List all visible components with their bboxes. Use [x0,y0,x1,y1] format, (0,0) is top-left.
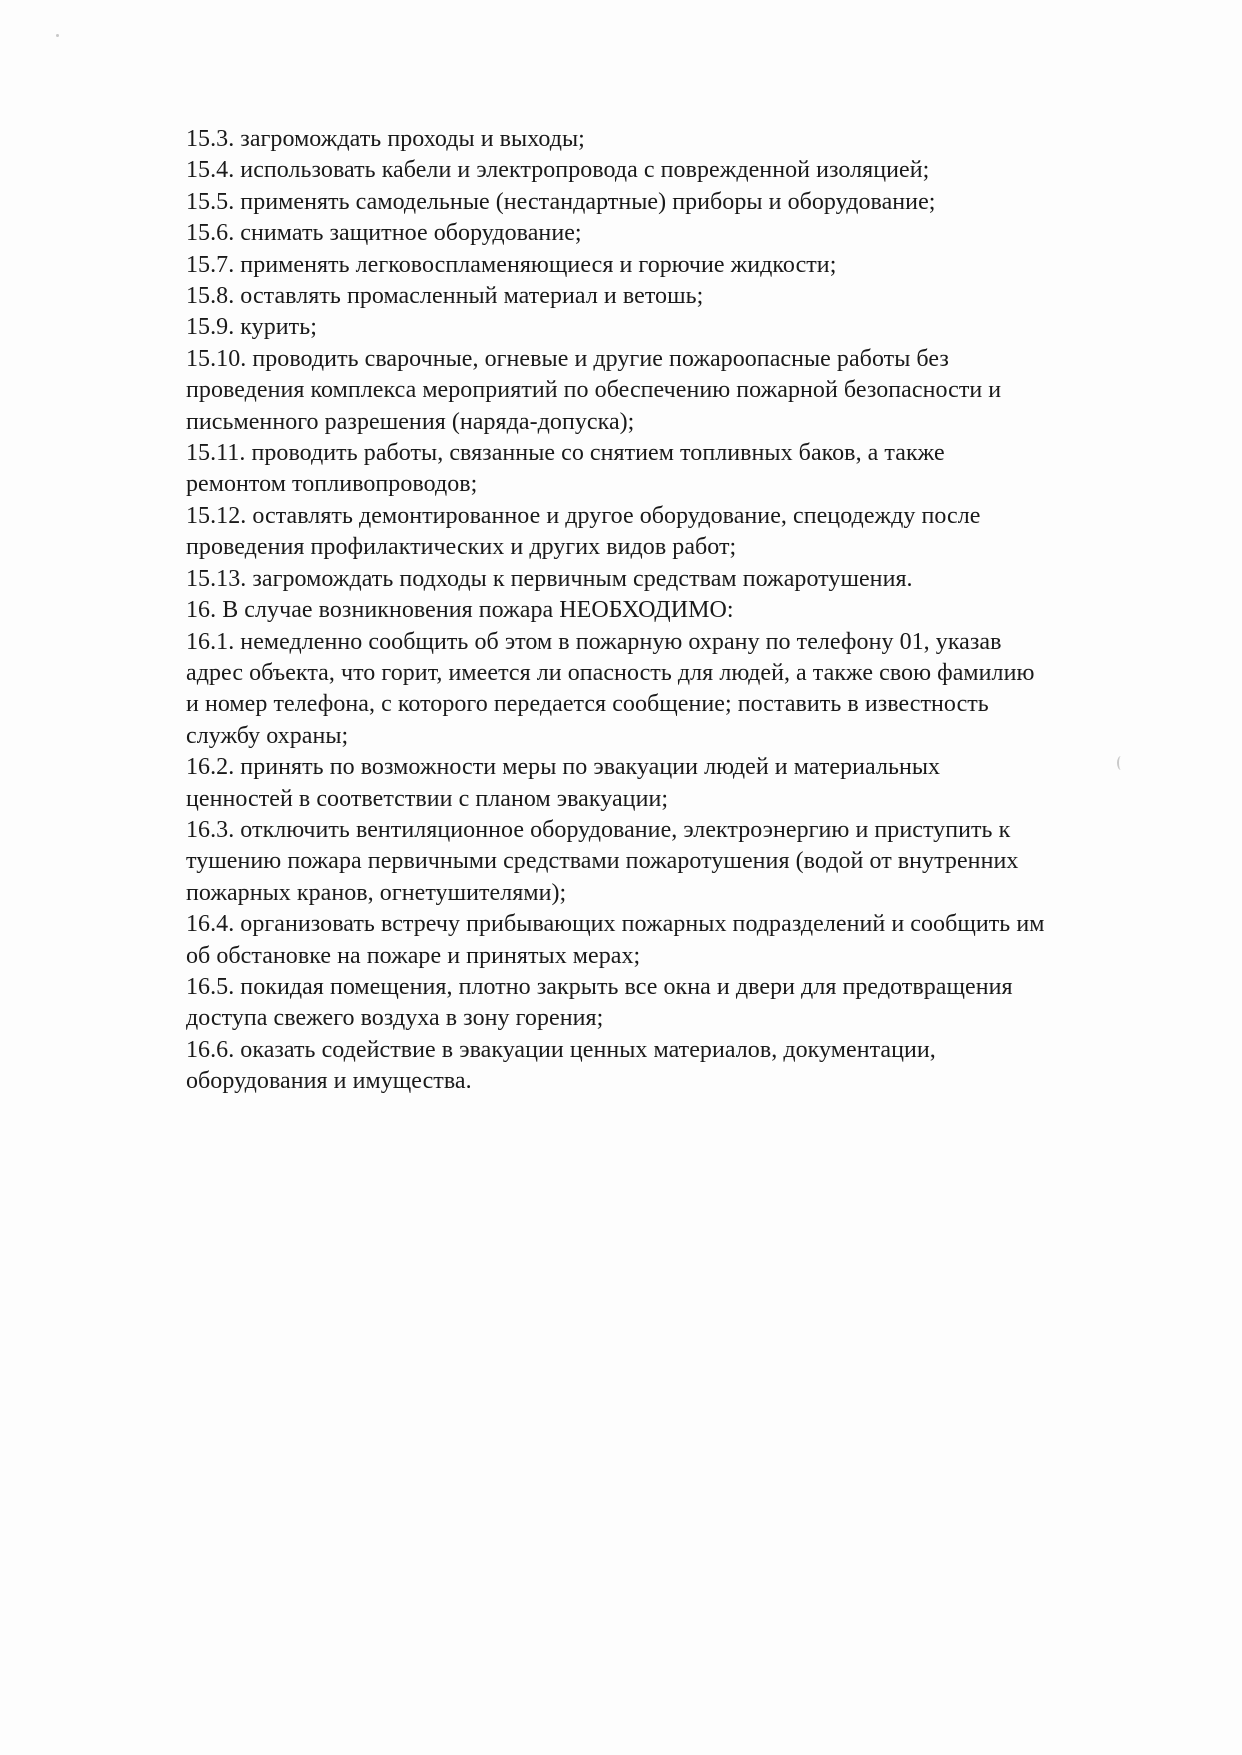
doc-line: пожарных кранов, огнетушителями); [186,879,567,906]
doc-line: службу охраны; [186,722,349,749]
doc-line: адрес объекта, что горит, имеется ли опасность для людей, а также свою фамилию [186,659,1035,686]
doc-line: 15.8. оставлять промасленный материал и ветошь; [186,283,704,310]
doc-line: 15.4. использовать кабели и электропровода с поврежденной изоляцией; [186,157,930,184]
doc-line: ценностей в соответствии с планом эвакуации; [186,785,669,812]
doc-line: ремонтом топливопроводов; [186,471,478,498]
doc-line: 15.5. применять самодельные (нестандартные) приборы и оборудование; [186,188,936,215]
doc-line: об обстановке на пожаре и принятых мерах; [186,942,641,969]
doc-line: 16.6. оказать содействие в эвакуации ценных материалов, документации, [186,1036,936,1063]
doc-line: оборудования и имущества. [186,1068,472,1095]
doc-line: тушению пожара первичными средствами пожаротушения (водой от внутренних [186,848,1019,875]
doc-line: 15.13. загромождать подходы к первичным средствам пожаротушения. [186,565,913,592]
doc-line: 15.9. курить; [186,314,317,341]
doc-line: 16.5. покидая помещения, плотно закрыть все окна и двери для предотвращения [186,973,1013,1000]
doc-line: 15.3. загромождать проходы и выходы; [186,126,585,152]
doc-line: 15.6. снимать защитное оборудование; [186,220,582,247]
doc-line: проведения комплекса мероприятий по обеспечению пожарной безопасности и [186,377,1002,404]
doc-line: доступа свежего воздуха в зону горения; [186,1005,604,1032]
doc-line: 15.11. проводить работы, связанные со снятием топливных баков, а также [186,440,945,467]
doc-line: и номер телефона, с которого передается сообщение; поставить в известность [186,691,989,718]
doc-line: письменного разрешения (наряда-допуска); [186,408,635,435]
doc-line: 15.10. проводить сварочные, огневые и другие пожароопасные работы без [186,345,949,372]
document-body [186,124,1186,1098]
doc-line: 16. В случае возникновения пожара НЕОБХОДИМО: [186,597,734,624]
doc-line: проведения профилактических и других видов работ; [186,534,737,561]
doc-line: 16.2. принять по возможности меры по эвакуации людей и материальных [186,754,941,781]
scan-speck [56,34,59,37]
doc-line: 16.4. организовать встречу прибывающих пожарных подразделений и сообщить им [186,911,1045,938]
doc-line: 15.12. оставлять демонтированное и другое оборудование, спецодежду после [186,502,981,529]
doc-line: 15.7. применять легковоспламеняющиеся и горючие жидкости; [186,251,837,278]
doc-line: 16.1. немедленно сообщить об этом в пожарную охрану по телефону 01, указав [186,628,1002,655]
doc-line: 16.3. отключить вентиляционное оборудование, электроэнергию и приступить к [186,816,1011,843]
